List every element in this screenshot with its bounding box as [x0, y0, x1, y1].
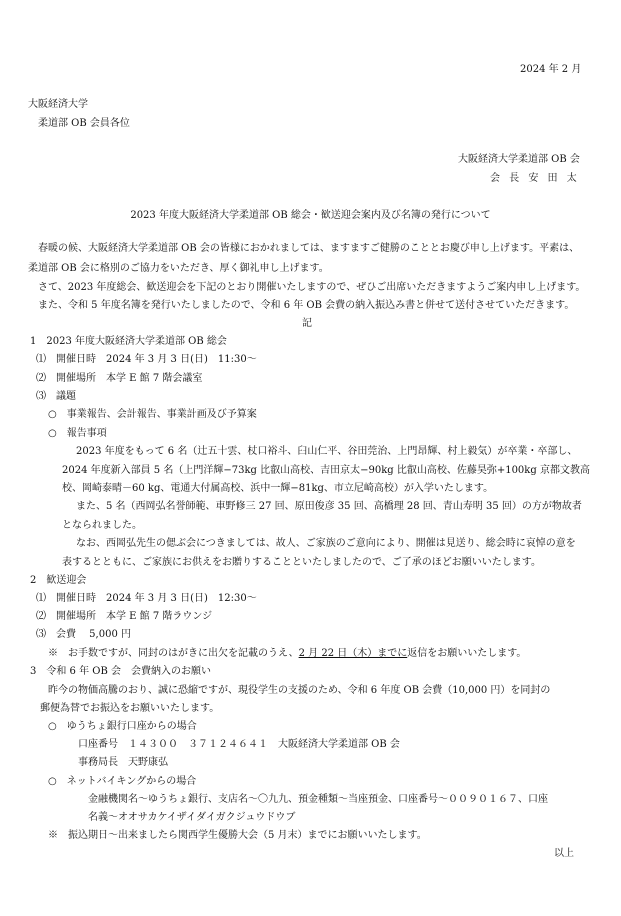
- report-line-6: なお、西岡弘先生の偲ぶ会につきましては、故人、ご家族のご意向により、開催は見送り、総会時に哀悼の意を: [76, 538, 576, 549]
- section-2-fee: ⑶ 会費 5,000 円: [36, 629, 131, 640]
- intro-paragraph-1-line-1: 春暖の候、大阪経済大学柔道部 OB 会の皆様におかれましては、ますますご健勝のこととお慶び申し上げます。平素は、: [38, 243, 580, 254]
- recipient-organization: 大阪経済大学: [28, 99, 88, 110]
- closing-mark: 以上: [554, 848, 574, 859]
- section-1-agenda: ⑶ 議題: [36, 391, 76, 402]
- agenda-item-2: ○ 報告事項: [48, 428, 107, 439]
- rsvp-note: [48, 649, 526, 659]
- rsvp-note-suffix: 返信をお願いいたします。: [407, 648, 527, 659]
- report-line-1: 2023 年度をもって 6 名（辻五十雲、杖口裕斗、臼山仁平、谷田莞治、上門昂輝、村上毅気）が卒業・卒部し、: [76, 446, 578, 457]
- section-1-heading: 1 2023 年度大阪経済大学柔道部 OB 総会: [30, 336, 227, 347]
- payment-deadline-note: ※ 振込期日～出来ましたら関西学生優勝大会（5 月末）までにお願いいたします。: [48, 830, 427, 841]
- rsvp-note-prefix: ※ お手数ですが、同封のはがきに出欠を記載のうえ、: [48, 648, 299, 659]
- document-date: 2024 年 2 月: [520, 64, 582, 75]
- section-1-datetime: ⑴ 開催日時 2024 年 3 月 3 日(日) 11:30～: [36, 354, 257, 365]
- report-line-4: また、5 名（西岡弘名誉師範、車野修三 27 回、原田俊彦 35 回、高橋理 28 回、青山寿明 35 回）の方が物故者: [76, 501, 582, 512]
- document-title: 2023 年度大阪経済大学柔道部 OB 総会・歓送迎会案内及び名簿の発行について: [130, 210, 491, 221]
- office-manager: 事務局長 天野康弘: [78, 757, 168, 768]
- section-2-heading: 2 歓送迎会: [30, 575, 87, 586]
- report-line-2: 2024 年度新入部員 5 名（上門洋輝−73kg 比叡山高校、吉田京太−90kg 比叡山高校、佐藤昊弥+100kg 京都文教高: [62, 465, 590, 476]
- section-1-place: ⑵ 開催場所 本学 E 館 7 階会議室: [36, 373, 203, 384]
- sender-organization: 大阪経済大学柔道部 OB 会: [458, 154, 580, 165]
- section-2-place: ⑵ 開催場所 本学 E 館 7 階ラウンジ: [36, 611, 213, 622]
- yucho-heading: ○ ゆうちょ銀行口座からの場合: [48, 721, 197, 732]
- sender-name: 会 長 安 田 太: [490, 173, 580, 184]
- ki-marker: 記: [302, 318, 312, 329]
- recipient-addressee: 柔道部 OB 会員各位: [38, 118, 130, 129]
- report-line-7: 表するとともに、ご家族にお供えをお贈りすることといたしましたので、ご了承のほどお願いいたします。: [62, 557, 541, 568]
- report-line-5: となられました。: [62, 520, 142, 531]
- netbank-details-line-2: 名義～オオサカケイザイダイガクジュウドウブ: [88, 812, 296, 823]
- report-line-3: 校、岡崎泰晴－60 kg、電通大付属高校、浜中一輝−81kg、市立尼崎高校）が入学いたします。: [62, 483, 494, 494]
- section-3-body-line-2: 郵便為替でお振込をお願いいたします。: [40, 703, 220, 714]
- netbank-heading: ○ ネットバイキングからの場合: [48, 776, 197, 787]
- section-3-body-line-1: 昨今の物価高騰のおり、誠に恐縮ですが、現役学生の支援のため、令和 6 年度 OB 会費（10,000 円）を同封の: [48, 685, 551, 696]
- netbank-details-line-1: 金融機関名～ゆうちょ銀行、支店名～〇九九、預金種類～当座預金、口座番号～００９０１６７、口座: [88, 794, 548, 805]
- yucho-account: 口座番号 １４３００ ３７１２４６４１ 大阪経済大学柔道部 OB 会: [78, 739, 400, 750]
- section-2-datetime: ⑴ 開催日時 2024 年 3 月 3 日(日) 12:30～: [36, 593, 257, 604]
- section-3-heading: 3 令和 6 年 OB 会 会費納入のお願い: [30, 666, 211, 677]
- rsvp-deadline: 2 月 22 日（木）までに: [298, 648, 408, 659]
- intro-paragraph-3: また、令和 5 年度名簿を発行いたしましたので、令和 6 年 OB 会費の納入振込み書と併せて送付させていただきます。: [38, 300, 575, 311]
- intro-paragraph-2: さて、2023 年度総会、歓送迎会を下記のとおり開催いたしますので、ぜひご出席いただきますようご案内申し上げます。: [38, 282, 586, 293]
- agenda-item-1: ○ 事業報告、会計報告、事業計画及び予算案: [48, 409, 257, 420]
- intro-paragraph-1-line-2: 柔道部 OB 会に格別のご協力をいただき、厚く御礼申し上げます。: [28, 263, 329, 274]
